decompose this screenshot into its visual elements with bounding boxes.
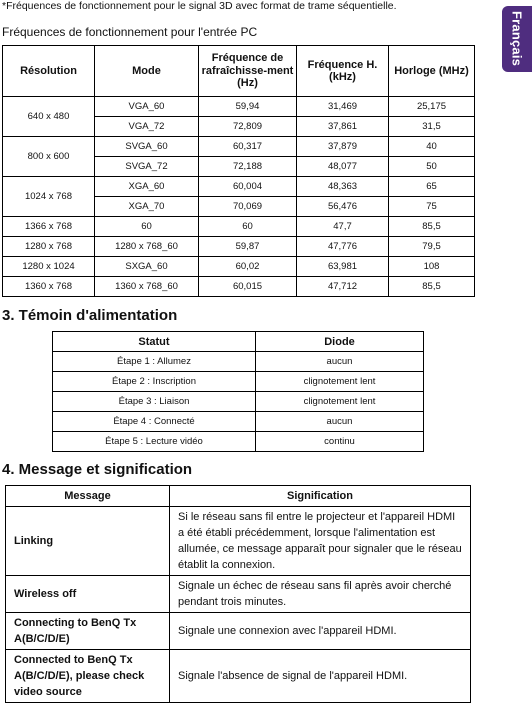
h-frequency-cell: 37,879 [297, 137, 389, 157]
resolution-cell: 640 x 480 [3, 97, 95, 137]
table-row [6, 576, 471, 613]
mode-cell: SVGA_60 [95, 137, 199, 157]
clock-cell: 85,5 [389, 217, 475, 237]
h-frequency-cell: 47,7 [297, 217, 389, 237]
table-row [53, 432, 424, 452]
refresh-rate-cell: 59,87 [199, 237, 297, 257]
table-row [3, 217, 475, 237]
header-mode: Mode [95, 46, 199, 97]
h-frequency-cell: 37,861 [297, 117, 389, 137]
mode-cell: XGA_70 [95, 197, 199, 217]
resolution-cell: 1024 x 768 [3, 177, 95, 217]
clock-cell: 85,5 [389, 277, 475, 297]
meaning-cell: Signale l'absence de signal de l'appareil HDMI. [170, 650, 471, 703]
clock-cell: 75 [389, 197, 475, 217]
language-tab[interactable] [502, 6, 532, 72]
refresh-rate-cell: 60,317 [199, 137, 297, 157]
led-cell: aucun [256, 412, 424, 432]
message-cell: Linking [6, 507, 170, 576]
led-cell: continu [256, 432, 424, 452]
h-frequency-cell: 47,712 [297, 277, 389, 297]
resolution-cell: 800 x 600 [3, 137, 95, 177]
table-header-row [53, 332, 424, 352]
table-row [3, 257, 475, 277]
header-clock: Horloge (MHz) [389, 46, 475, 97]
led-cell: clignotement lent [256, 392, 424, 412]
status-cell: Étape 1 : Allumez [53, 352, 256, 372]
table-row [6, 507, 471, 576]
footnote: *Fréquences de fonctionnement pour le signal 3D avec format de trame séquentielle. [2, 0, 397, 12]
refresh-rate-cell: 60,015 [199, 277, 297, 297]
h-frequency-cell: 48,077 [297, 157, 389, 177]
header-status: Statut [53, 332, 256, 352]
mode-cell: SXGA_60 [95, 257, 199, 277]
clock-cell: 40 [389, 137, 475, 157]
resolution-cell: 1280 x 1024 [3, 257, 95, 277]
resolution-cell: 1280 x 768 [3, 237, 95, 257]
refresh-rate-cell: 60 [199, 217, 297, 237]
table-row [3, 177, 475, 197]
meaning-cell: Si le réseau sans fil entre le projecteur et l'appareil HDMI a été établi précédemment, lorsque l'alimentation est allumée, ce message apparaît pour signaler que le réseau établit la connexion. [170, 507, 471, 576]
refresh-rate-cell: 59,94 [199, 97, 297, 117]
mode-cell: VGA_72 [95, 117, 199, 137]
header-refresh-rate: Fréquence de rafraîchisse-ment (Hz) [199, 46, 297, 97]
table-row [3, 137, 475, 157]
freq-table-subtitle: Fréquences de fonctionnement pour l'entrée PC [2, 25, 258, 39]
meaning-cell: Signale une connexion avec l'appareil HDMI. [170, 613, 471, 650]
clock-cell: 79,5 [389, 237, 475, 257]
header-resolution: Résolution [3, 46, 95, 97]
status-cell: Étape 5 : Lecture vidéo [53, 432, 256, 452]
table-row [6, 650, 471, 703]
message-table [5, 485, 471, 703]
message-section-title: 4. Message et signification [2, 461, 193, 478]
mode-cell: XGA_60 [95, 177, 199, 197]
table-header-row [3, 46, 475, 97]
led-cell: clignotement lent [256, 372, 424, 392]
clock-cell: 108 [389, 257, 475, 277]
clock-cell: 65 [389, 177, 475, 197]
clock-cell: 31,5 [389, 117, 475, 137]
refresh-rate-cell: 60,004 [199, 177, 297, 197]
mode-cell: 60 [95, 217, 199, 237]
header-led: Diode [256, 332, 424, 352]
message-cell: Connected to BenQ Tx A(B/C/D/E), please check video source [6, 650, 170, 703]
refresh-rate-cell: 72,809 [199, 117, 297, 137]
mode-cell: 1360 x 768_60 [95, 277, 199, 297]
table-row [6, 613, 471, 650]
status-cell: Étape 4 : Connecté [53, 412, 256, 432]
table-row [3, 97, 475, 117]
message-cell: Wireless off [6, 576, 170, 613]
table-header-row [6, 486, 471, 507]
status-cell: Étape 2 : Inscription [53, 372, 256, 392]
table-row [3, 277, 475, 297]
table-row [53, 412, 424, 432]
mode-cell: 1280 x 768_60 [95, 237, 199, 257]
table-row [53, 392, 424, 412]
table-row [53, 372, 424, 392]
header-meaning: Signification [170, 486, 471, 507]
refresh-rate-cell: 70,069 [199, 197, 297, 217]
table-row [53, 352, 424, 372]
mode-cell: SVGA_72 [95, 157, 199, 177]
language-tab-label: Français [509, 11, 525, 67]
table-row [3, 237, 475, 257]
header-message: Message [6, 486, 170, 507]
h-frequency-cell: 56,476 [297, 197, 389, 217]
message-cell: Connecting to BenQ Tx A(B/C/D/E) [6, 613, 170, 650]
refresh-rate-cell: 72,188 [199, 157, 297, 177]
status-cell: Étape 3 : Liaison [53, 392, 256, 412]
resolution-cell: 1366 x 768 [3, 217, 95, 237]
h-frequency-cell: 63,981 [297, 257, 389, 277]
refresh-rate-cell: 60,02 [199, 257, 297, 277]
led-section-title: 3. Témoin d'alimentation [2, 307, 178, 324]
led-cell: aucun [256, 352, 424, 372]
clock-cell: 25,175 [389, 97, 475, 117]
led-table [52, 331, 424, 452]
message-table-body [6, 507, 471, 703]
h-frequency-cell: 48,363 [297, 177, 389, 197]
resolution-cell: 1360 x 768 [3, 277, 95, 297]
frequency-table [2, 45, 475, 297]
h-frequency-cell: 47,776 [297, 237, 389, 257]
mode-cell: VGA_60 [95, 97, 199, 117]
clock-cell: 50 [389, 157, 475, 177]
h-frequency-cell: 31,469 [297, 97, 389, 117]
frequency-table-body [3, 97, 475, 297]
led-table-body [53, 352, 424, 452]
header-h-frequency: Fréquence H. (kHz) [297, 46, 389, 97]
meaning-cell: Signale un échec de réseau sans fil après avoir cherché pendant trois minutes. [170, 576, 471, 613]
